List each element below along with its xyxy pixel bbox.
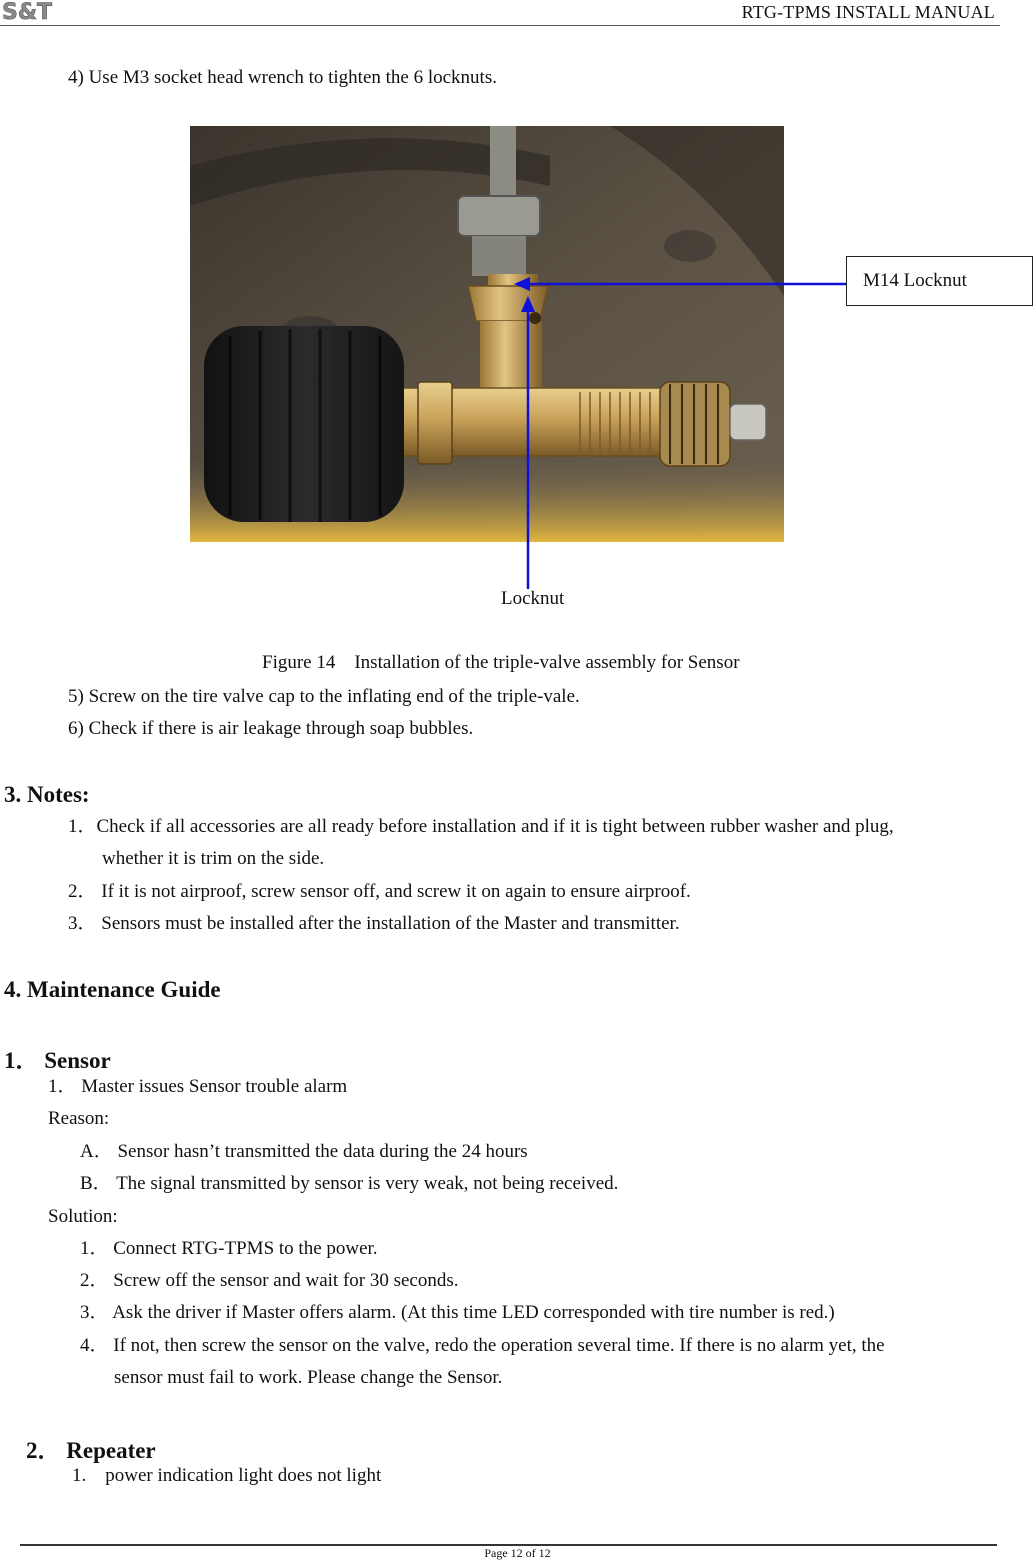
maintenance-heading: 4. Maintenance Guide [4,977,221,1002]
step-5: 5) Screw on the tire valve cap to the inflating end of the triple-vale. [68,686,580,707]
document-title: RTG-TPMS INSTALL MANUAL [741,2,995,22]
sensor-heading: 1． Sensor [4,1048,111,1073]
reason-label: Reason: [48,1108,110,1129]
sensor-issue: 1． Master issues Sensor trouble alarm [48,1076,348,1097]
solution-4-line-1: 4． If not, then screw the sensor on the valve, redo the operation several time. If there is no alarm yet, the [80,1335,885,1356]
callout-locknut-label: Locknut [501,588,565,609]
solution-label: Solution: [48,1206,118,1227]
reason-a: A． Sensor hasn’t transmitted the data during the 24 hours [80,1141,528,1162]
page-number: Page 12 of 12 [484,1546,551,1560]
solution-3: 3． Ask the driver if Master offers alarm. (At this time LED corresponded with tire number is red.) [80,1302,835,1323]
step-4: 4) Use M3 socket head wrench to tighten the 6 locknuts. [68,67,497,88]
solution-1: 1． Connect RTG-TPMS to the power. [80,1238,378,1259]
callout-m14-locknut [846,256,1033,306]
callout-m14-label: M14 Locknut [863,270,967,291]
note-1-line-1: 1．Check if all accessories are all ready before installation and if it is tight between rubber washer and plug, [68,816,894,837]
notes-heading: 3. Notes: [4,782,90,807]
callout-arrows [0,0,1035,620]
repeater-item-1: 1. power indication light does not light [72,1465,382,1486]
solution-4-line-2: sensor must fail to work. Please change the Sensor. [114,1367,503,1388]
logo-text: S&T [2,0,53,22]
step-6: 6) Check if there is air leakage through soap bubbles. [68,718,474,739]
note-2: 2． If it is not airproof, screw sensor off, and screw it on again to ensure airproof. [68,881,691,902]
solution-2: 2． Screw off the sensor and wait for 30 seconds. [80,1270,459,1291]
reason-b: B． The signal transmitted by sensor is very weak, not being received. [80,1173,619,1194]
note-1-line-2: whether it is trim on the side. [102,848,325,869]
note-3: 3． Sensors must be installed after the installation of the Master and transmitter. [68,913,680,934]
figure-caption: Figure 14 Installation of the triple-valve assembly for Sensor [262,652,740,673]
repeater-heading: 2． Repeater [26,1438,156,1463]
